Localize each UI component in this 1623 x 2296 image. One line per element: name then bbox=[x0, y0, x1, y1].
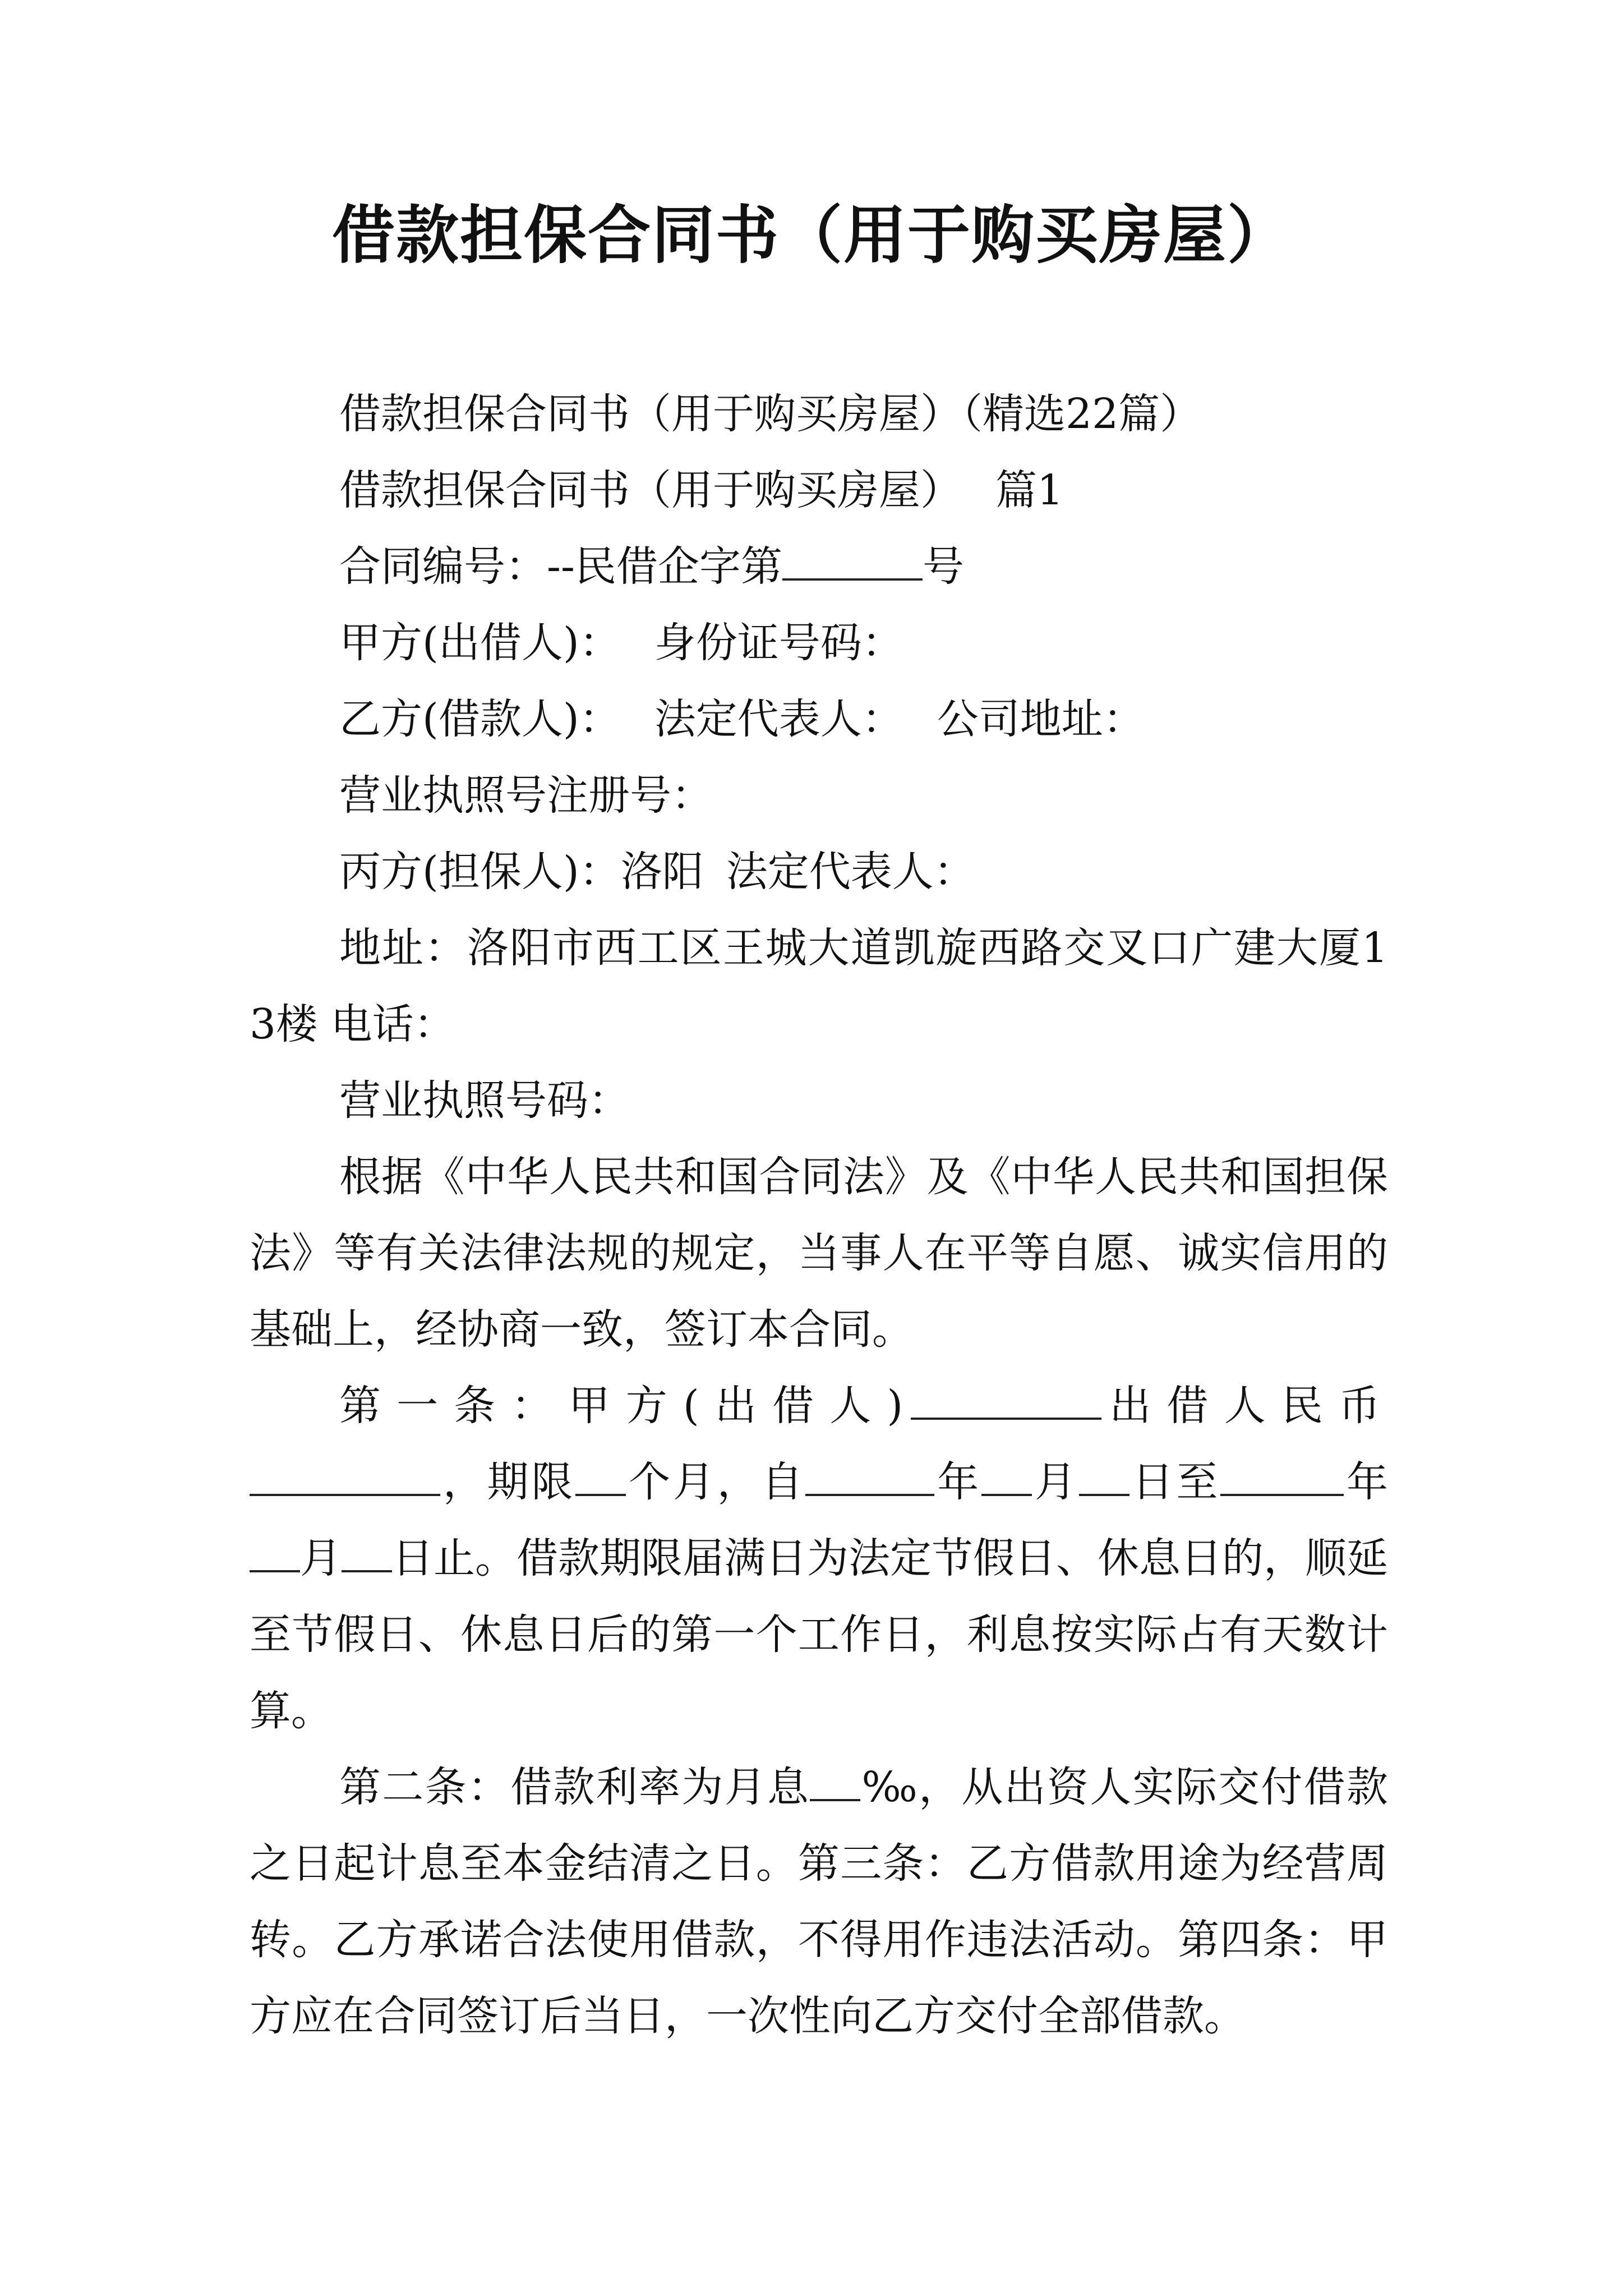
contract-number-suffix: 号 bbox=[923, 542, 965, 591]
start-month-label: 月 bbox=[1032, 1458, 1079, 1506]
party-a-line bbox=[250, 605, 1388, 681]
article-2-lead: 第二条：借款利率为月息 bbox=[339, 1763, 810, 1811]
document-title: 借款担保合同书（用于购买房屋） bbox=[332, 199, 1291, 272]
start-year-label: 年 bbox=[934, 1458, 982, 1506]
party-b-label: 乙方(借款人)： bbox=[339, 695, 621, 743]
part-heading bbox=[250, 452, 1388, 528]
start-year-blank bbox=[805, 1455, 934, 1496]
end-year-blank bbox=[1220, 1455, 1344, 1496]
preamble-paragraph: 根据《中华人民共和国合同法》及《中华人民共和国担保法》等有关法律法规的规定，当事人在平等自愿、诚实信用的基础上，经协商一致，签订本合同。 bbox=[250, 1153, 1388, 1354]
contract-number-line bbox=[250, 528, 1388, 605]
party-b-line bbox=[250, 681, 1388, 757]
end-day-blank bbox=[342, 1531, 392, 1572]
party-c-label: 丙方(担保人)：洛阳 bbox=[339, 848, 704, 896]
address-paragraph: 地址：洛阳市西工区王城大道凯旋西路交叉口广建大厦13楼 电话： bbox=[250, 924, 1388, 1048]
license-reg-line bbox=[250, 757, 1388, 834]
article-1-amount-label: 出借人民币 bbox=[1101, 1382, 1388, 1430]
start-month-blank bbox=[981, 1455, 1032, 1496]
article-1-term-label: ，期限 bbox=[440, 1458, 576, 1506]
subtitle-text: 借款担保合同书（用于购买房屋）（精选22篇） bbox=[339, 390, 1202, 438]
article-1-lead: 第一条：甲方(出借人) bbox=[339, 1382, 911, 1430]
subtitle-line bbox=[250, 376, 1388, 452]
part-title: 借款担保合同书（用于购买房屋） bbox=[339, 466, 962, 514]
article-1-paragraph bbox=[250, 1368, 1388, 1749]
term-months-blank bbox=[575, 1455, 626, 1496]
party-c-rep-label: 法定代表人： bbox=[726, 848, 975, 896]
license-reg-label: 营业执照号注册号： bbox=[339, 771, 713, 820]
article-2-paragraph bbox=[250, 1749, 1388, 2054]
start-day-to-label: 日至 bbox=[1129, 1458, 1221, 1506]
party-a-label: 甲方(出借人)： bbox=[339, 619, 621, 667]
interest-rate-blank bbox=[810, 1760, 860, 1801]
lender-blank bbox=[911, 1378, 1101, 1420]
document-body bbox=[250, 376, 1388, 2054]
amount-blank bbox=[250, 1455, 440, 1496]
part-number: 篇1 bbox=[995, 466, 1064, 514]
start-day-blank bbox=[1079, 1455, 1129, 1496]
contract-number-blank bbox=[782, 539, 923, 581]
article-2-rest: ‰，从出资人实际交付借款之日起计息至本金结清之日。第三条：乙方借款用途为经营周转。乙方承诺合法使用借款，不得用作违法活动。第四条：甲方应在合同签订后当日，一次性向乙方交付全部借款。 bbox=[250, 1763, 1389, 2040]
article-1-rest: 日止。借款期限届满日为法定节假日、休息日的，顺延至节假日、休息日后的第一个工作日，利息按实际占有天数计算。 bbox=[250, 1534, 1388, 1735]
party-b-rep-label: 法定代表人： bbox=[654, 695, 903, 743]
end-month-blank bbox=[250, 1531, 300, 1572]
license-number-line bbox=[250, 1062, 1388, 1139]
party-c-line bbox=[250, 834, 1388, 910]
contract-number-label: 合同编号：--民借企字第 bbox=[339, 542, 783, 591]
party-a-id-label: 身份证号码： bbox=[654, 619, 903, 667]
license-number-label: 营业执照号码： bbox=[339, 1076, 630, 1125]
end-month-label: 月 bbox=[300, 1534, 342, 1582]
party-b-address-label: 公司地址： bbox=[937, 695, 1145, 743]
article-1-from-label: 个月，自 bbox=[626, 1458, 806, 1506]
end-year-label: 年 bbox=[1344, 1458, 1389, 1506]
